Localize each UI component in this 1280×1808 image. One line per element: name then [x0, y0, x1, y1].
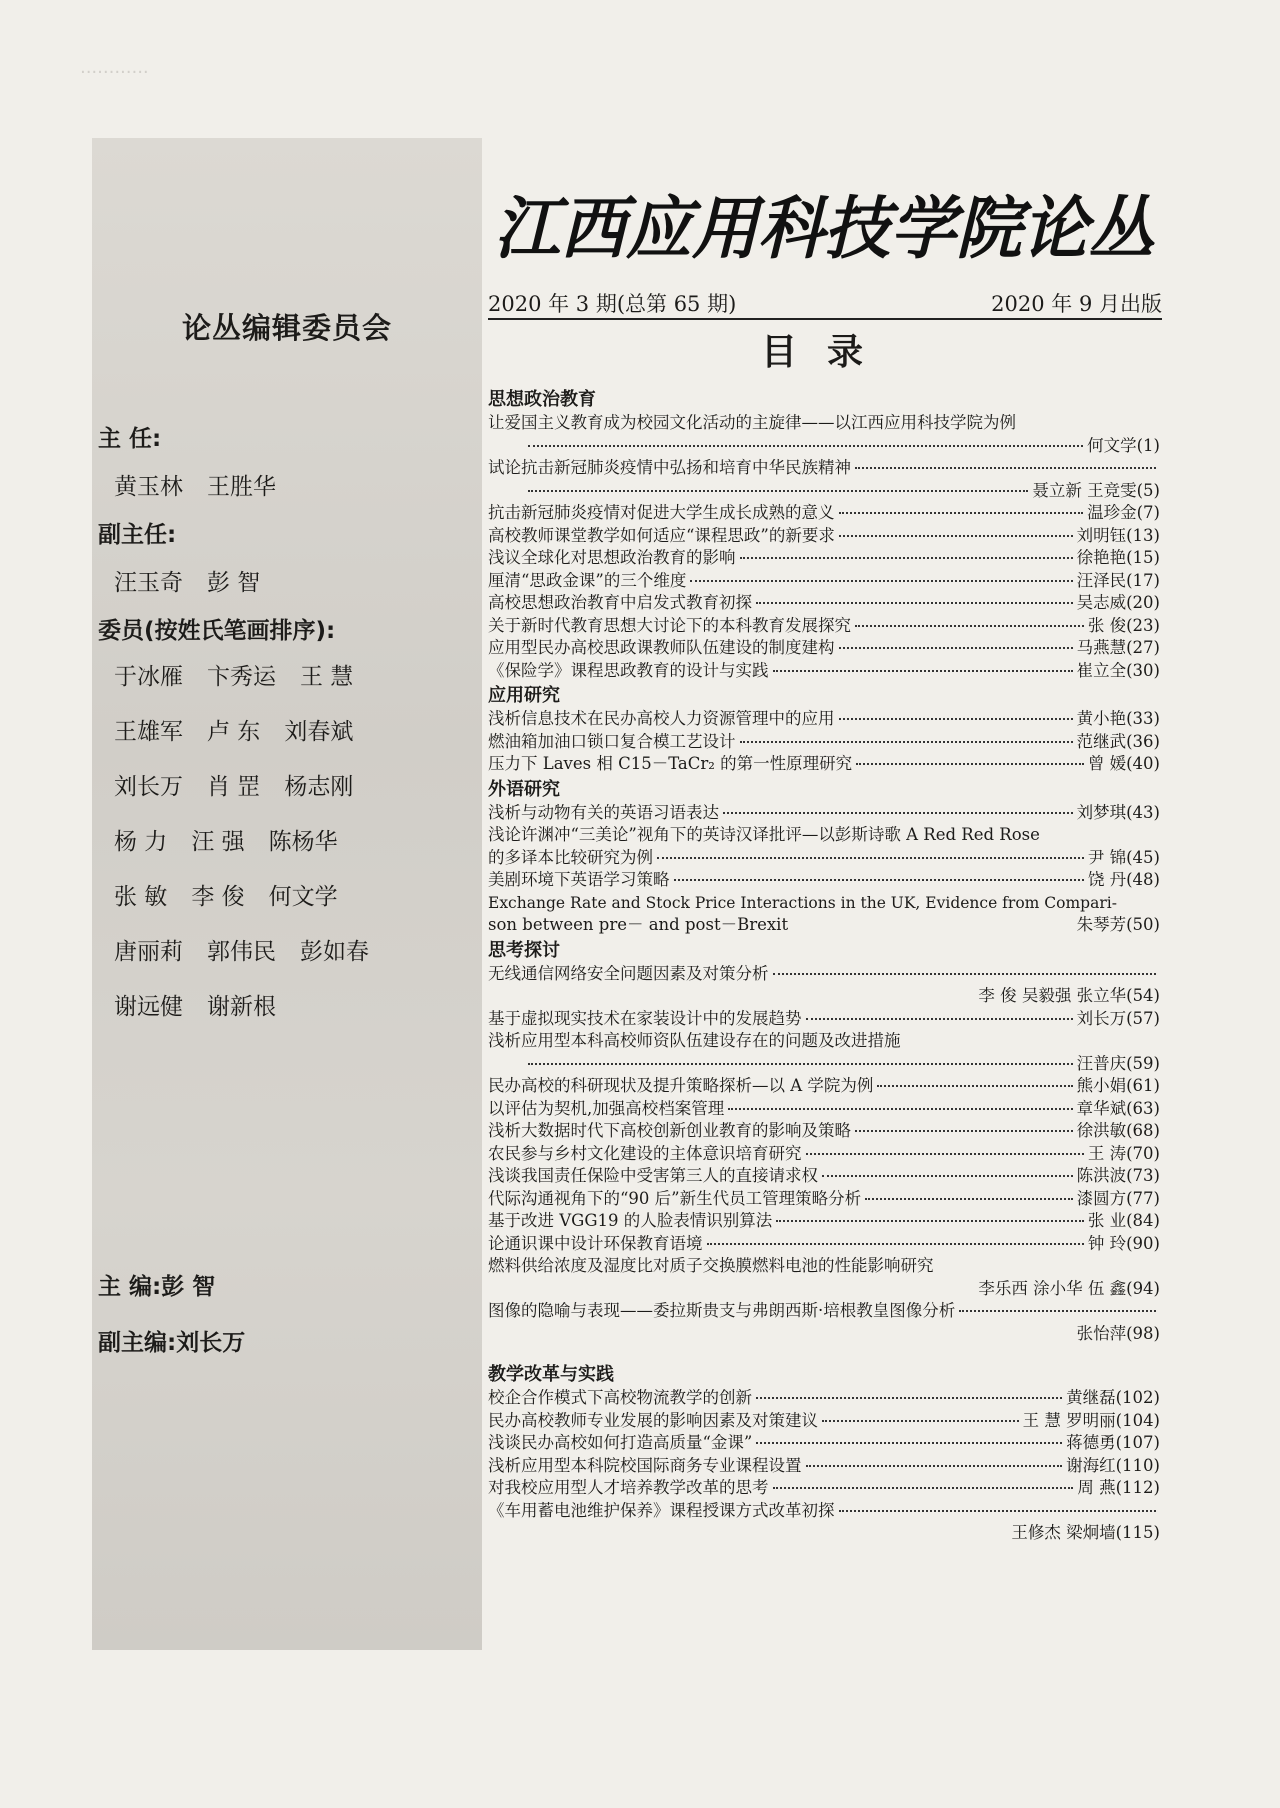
toc-entry-title: 无线通信网络安全问题因素及对策分析	[488, 963, 769, 983]
issue-info-bar	[488, 284, 1162, 320]
toc-entry	[488, 1500, 1160, 1523]
toc-entry-title: 民办高校的科研现状及提升策略探析—以 A 学院为例	[488, 1076, 874, 1095]
toc-entry-author: 张 俊(23)	[1087, 615, 1160, 635]
toc-entry-author: 马燕慧(27)	[1076, 638, 1160, 657]
member-name: 肖 罡	[207, 774, 261, 800]
member-name: 李 俊	[191, 884, 245, 910]
toc-entry	[488, 480, 1160, 503]
member-row	[114, 768, 377, 801]
toc-entry-author: 徐洪敏(68)	[1076, 1121, 1160, 1140]
member-name: 谢新根	[207, 994, 276, 1020]
toc-entry-title: 浅析大数据时代下高校创新创业教育的影响及策略	[488, 1121, 851, 1140]
director-names	[114, 468, 300, 501]
toc-entry-title: 燃油箱加油口锁口复合模工艺设计	[488, 731, 736, 751]
toc-entry-title: 美剧环境下英语学习策略	[488, 870, 670, 889]
leader-dots	[959, 1310, 1156, 1312]
toc-entry	[488, 708, 1160, 731]
toc-entry	[488, 1008, 1160, 1031]
leader-dots	[528, 490, 1028, 492]
leader-dots	[528, 445, 1083, 447]
show-through-text: ············	[80, 62, 149, 83]
toc-entry-title: 基于虚拟现实技术在家装设计中的发展趋势	[488, 1008, 802, 1028]
toc-entry-title: 浅析应用型本科高校师资队伍建设存在的问题及改进措施	[488, 1031, 901, 1050]
toc-entry-author: 王修杰 梁炯墙(115)	[1011, 1523, 1160, 1542]
leader-dots	[740, 741, 1073, 743]
toc-entry-title: Exchange Rate and Stock Price Interactions in the UK, Evidence from Compari-	[488, 893, 1117, 912]
section-heading: 思想政治教育	[488, 389, 596, 410]
leader-dots	[773, 1487, 1074, 1489]
toc-entry-author: 刘明钰(13)	[1076, 525, 1160, 545]
leader-dots	[674, 879, 1084, 881]
toc-entry	[488, 1075, 1160, 1098]
toc-entry-title: son between pre－ and post－Brexit	[488, 915, 789, 934]
member-name: 卞秀运	[207, 664, 276, 690]
toc-entry-author: 黄继磊(102)	[1066, 1388, 1160, 1407]
toc-entry	[488, 1210, 1160, 1233]
toc-entry-title: 燃料供给浓度及湿度比对质子交换膜燃料电池的性能影响研究	[488, 1256, 934, 1275]
toc-entry	[488, 869, 1160, 892]
toc-entry-title: 的多译本比较研究为例	[488, 847, 653, 867]
toc-entry	[488, 1120, 1160, 1143]
toc-entry-title: 高校教师课堂教学如何适应“课程思政”的新要求	[488, 525, 835, 545]
toc-entry	[488, 1477, 1160, 1500]
toc-entry	[488, 985, 1160, 1008]
leader-dots	[839, 512, 1084, 514]
member-name: 何文学	[268, 884, 338, 910]
member-row	[114, 878, 362, 911]
toc-entry-author: 张 业(84)	[1087, 1211, 1160, 1230]
toc-entry-author: 王 慧 罗明丽(104)	[1022, 1410, 1160, 1430]
member-name: 卢 东	[207, 719, 261, 745]
toc-entry-title: 浅析与动物有关的英语习语表达	[488, 802, 719, 822]
section-heading: 思考探讨	[488, 939, 560, 961]
toc-entry-author: 尹 锦(45)	[1087, 847, 1160, 867]
leader-dots	[877, 1085, 1072, 1087]
toc-entry	[488, 1278, 1160, 1301]
leader-dots	[855, 625, 1084, 627]
toc-entry	[488, 592, 1160, 615]
section-heading: 应用研究	[488, 685, 560, 706]
toc-entry-author: 徐艳艳(15)	[1076, 548, 1160, 567]
toc-entry-title: 校企合作模式下高校物流教学的创新	[488, 1388, 752, 1407]
toc-entry	[488, 502, 1160, 525]
toc-entry	[488, 914, 1160, 937]
toc-entry-title: 图像的隐喻与表现——委拉斯贵支与弗朗西斯·培根教皇图像分析	[488, 1301, 956, 1320]
member-name: 刘春斌	[284, 719, 354, 745]
leader-dots	[707, 1243, 1084, 1245]
toc-entry	[488, 731, 1160, 754]
leader-dots	[728, 1108, 1072, 1110]
member-row	[114, 713, 377, 746]
toc-entry-author: 曾 媛(40)	[1087, 754, 1160, 773]
member-row	[114, 823, 362, 856]
toc-entry-title: 应用型民办高校思政课教师队伍建设的制度建构	[488, 638, 835, 657]
section-heading: 教学改革与实践	[488, 1364, 614, 1385]
toc-entry-title: 以评估为契机,加强高校档案管理	[488, 1098, 725, 1118]
toc-entry-title: 高校思想政治教育中启发式教育初探	[488, 593, 752, 612]
toc-entry	[488, 963, 1160, 986]
toc-entry-author: 王 涛(70)	[1087, 1143, 1160, 1163]
chief-editor: 主 编:彭 智	[98, 1274, 216, 1300]
toc-entry-author: 朱琴芳(50)	[1076, 915, 1160, 934]
member-name: 杨 力	[114, 829, 168, 855]
toc-entry-title: 压力下 Laves 相 C15－TaCr₂ 的第一性原理研究	[488, 754, 853, 773]
member-row	[114, 988, 300, 1021]
member-name: 彭 智	[207, 570, 261, 596]
toc-entry-author: 吴志威(20)	[1076, 593, 1160, 612]
toc-entry	[488, 1165, 1160, 1188]
toc-entry-title: 《保险学》课程思政教育的设计与实践	[488, 660, 769, 680]
toc-entry	[488, 1233, 1160, 1256]
toc-entry-author: 李乐西 涂小华 伍 鑫(94)	[978, 1278, 1160, 1298]
editorial-board-title: 论丛编辑委员会	[181, 311, 392, 345]
member-name: 张 敏	[114, 884, 168, 910]
toc-entry-author: 李 俊 吴毅强 张立华(54)	[978, 986, 1160, 1005]
member-name: 王雄军	[114, 719, 183, 745]
toc-entry	[488, 1522, 1160, 1545]
leader-dots	[756, 1442, 1062, 1444]
member-name: 王胜华	[207, 474, 276, 500]
toc-entry	[488, 1300, 1160, 1323]
toc-entry-title: 浅析应用型本科院校国际商务专业课程设置	[488, 1455, 802, 1475]
toc-entry	[488, 753, 1160, 776]
leader-dots	[822, 1420, 1019, 1422]
toc-entry-author: 周 燕(112)	[1077, 1478, 1160, 1497]
editorial-board-panel	[92, 138, 482, 1650]
member-row	[114, 933, 393, 966]
member-row	[114, 658, 377, 691]
member-name: 谢远健	[114, 994, 183, 1020]
toc-entry-title: 厘清“思政金课”的三个维度	[488, 570, 687, 590]
toc-entry-author: 范继武(36)	[1076, 731, 1160, 751]
leader-dots	[856, 763, 1084, 765]
toc-entry-author: 刘梦琪(43)	[1076, 802, 1160, 822]
issue-number: 2020 年 3 期(总第 65 期)	[488, 292, 737, 316]
toc-entry	[488, 847, 1160, 870]
toc-entry-author: 章华斌(63)	[1076, 1098, 1160, 1118]
toc-entry-title: 浅议全球化对思想政治教育的影响	[488, 548, 736, 567]
leader-dots	[723, 812, 1073, 814]
toc-entry	[488, 1143, 1160, 1166]
section-heading: 外语研究	[488, 778, 560, 800]
toc-entry	[488, 570, 1160, 593]
leader-dots	[773, 670, 1073, 672]
toc-entry-author: 钟 玲(90)	[1087, 1233, 1160, 1253]
leader-dots	[839, 535, 1073, 537]
leader-dots	[855, 467, 1156, 469]
toc-entry	[488, 547, 1160, 570]
member-name: 黄玉林	[114, 474, 183, 500]
toc-entry-author: 谢海红(110)	[1066, 1455, 1160, 1475]
leader-dots	[839, 1510, 1157, 1512]
member-name: 郭伟民	[207, 939, 276, 965]
toc-entry	[488, 1432, 1160, 1455]
toc-entry	[488, 435, 1160, 458]
toc-entry	[488, 1387, 1160, 1410]
toc-entry-author: 崔立全(30)	[1076, 660, 1160, 680]
leader-dots	[528, 1063, 1073, 1065]
toc-entry	[488, 637, 1160, 660]
member-name: 杨志刚	[284, 774, 354, 800]
toc-entry-author: 汪泽民(17)	[1076, 570, 1160, 590]
toc-entry-title: 基于改进 VGG19 的人脸表情识别算法	[488, 1211, 773, 1230]
toc-entry-title: 浅谈民办高校如何打造高质量“金课”	[488, 1433, 753, 1452]
toc-entry-title: 农民参与乡村文化建设的主体意识培育研究	[488, 1143, 802, 1163]
toc-entry-title: 让爱国主义教育成为校园文化活动的主旋律——以江西应用科技学院为例	[488, 413, 1016, 432]
member-name: 于冰雁	[114, 664, 183, 690]
toc-entry-author: 刘长万(57)	[1076, 1008, 1160, 1028]
member-name: 陈杨华	[268, 829, 338, 855]
toc-entry-title: 浅谈我国责任保险中受害第三人的直接请求权	[488, 1166, 818, 1185]
toc-entry	[488, 1323, 1160, 1346]
toc-entry-author: 漆圆方(77)	[1076, 1188, 1160, 1208]
journal-masthead	[494, 180, 1164, 270]
toc-entry-title: 对我校应用型人才培养教学改革的思考	[488, 1478, 769, 1497]
toc-entry-author: 陈洪波(73)	[1076, 1166, 1160, 1185]
toc-entry-author: 熊小娟(61)	[1076, 1076, 1160, 1095]
vice-chief-editor: 副主编:刘长万	[98, 1330, 246, 1356]
toc-entry	[488, 660, 1160, 683]
toc-entry	[488, 1455, 1160, 1478]
toc-entry	[488, 802, 1160, 825]
toc-entry	[488, 615, 1160, 638]
toc-entry-title: 代际沟通视角下的“90 后”新生代员工管理策略分析	[488, 1188, 862, 1208]
leader-dots	[806, 1465, 1063, 1467]
leader-dots	[855, 1130, 1073, 1132]
leader-dots	[776, 1220, 1084, 1222]
toc-entry-author: 何文学(1)	[1087, 435, 1160, 455]
contents-column	[482, 138, 1172, 1650]
toc-entry	[488, 1410, 1160, 1433]
toc-entry-author: 汪普庆(59)	[1076, 1053, 1160, 1073]
leader-dots	[657, 857, 1084, 859]
toc-entry-title: 浅论许渊冲“三美论”视角下的英诗汉译批评—以彭斯诗歌 A Red Red Rose	[488, 825, 1040, 844]
member-name: 汪 强	[191, 829, 245, 855]
table-of-contents	[488, 386, 1160, 1545]
toc-entry	[488, 457, 1160, 480]
leader-dots	[839, 647, 1073, 649]
leader-dots	[756, 602, 1073, 604]
leader-dots	[756, 1397, 1062, 1399]
publish-date: 2020 年 9 月出版	[991, 292, 1162, 316]
vice-director-names	[114, 564, 284, 597]
leader-dots	[822, 1175, 1073, 1177]
toc-entry-author: 饶 丹(48)	[1087, 870, 1160, 889]
leader-dots	[865, 1198, 1073, 1200]
leader-dots	[806, 1018, 1073, 1020]
toc-entry-title: 论通识课中设计环保教育语境	[488, 1233, 703, 1253]
members-label: 委员(按姓氏笔画排序):	[98, 618, 336, 644]
toc-entry	[488, 525, 1160, 548]
toc-entry-title: 民办高校教师专业发展的影响因素及对策建议	[488, 1410, 818, 1430]
leader-dots	[806, 1153, 1084, 1155]
toc-entry-title: 浅析信息技术在民办高校人力资源管理中的应用	[488, 709, 835, 728]
member-name: 唐丽莉	[114, 939, 183, 965]
toc-entry	[488, 1098, 1160, 1121]
journal-name: 江西应用科技学院论丛	[494, 189, 1155, 269]
toc-entry-author: 聂立新 王竞雯(5)	[1032, 480, 1160, 500]
member-name: 刘长万	[114, 774, 183, 800]
member-name: 彭如春	[300, 939, 369, 965]
member-name: 汪玉奇	[114, 570, 183, 596]
toc-entry-author: 张怡萍(98)	[1076, 1323, 1160, 1343]
toc-entry-author: 黄小艳(33)	[1076, 709, 1160, 728]
toc-title: 目录	[760, 332, 893, 373]
toc-entry	[488, 1188, 1160, 1211]
member-name: 王 慧	[300, 664, 354, 690]
toc-entry-author: 温珍金(7)	[1087, 503, 1160, 522]
leader-dots	[740, 557, 1073, 559]
vice-director-label: 副主任:	[98, 522, 177, 548]
leader-dots	[690, 580, 1072, 582]
toc-entry-title: 关于新时代教育思想大讨论下的本科教育发展探究	[488, 615, 851, 635]
leader-dots	[773, 973, 1157, 975]
toc-entry-title: 《车用蓄电池维护保养》课程授课方式改革初探	[488, 1500, 835, 1520]
toc-entry	[488, 1053, 1160, 1076]
toc-entry-title: 试论抗击新冠肺炎疫情中弘扬和培育中华民族精神	[488, 458, 851, 477]
toc-entry-author: 蒋德勇(107)	[1066, 1433, 1160, 1452]
leader-dots	[839, 718, 1073, 720]
toc-entry-title: 抗击新冠肺炎疫情对促进大学生成长成熟的意义	[488, 503, 835, 522]
director-label: 主 任:	[98, 426, 162, 452]
